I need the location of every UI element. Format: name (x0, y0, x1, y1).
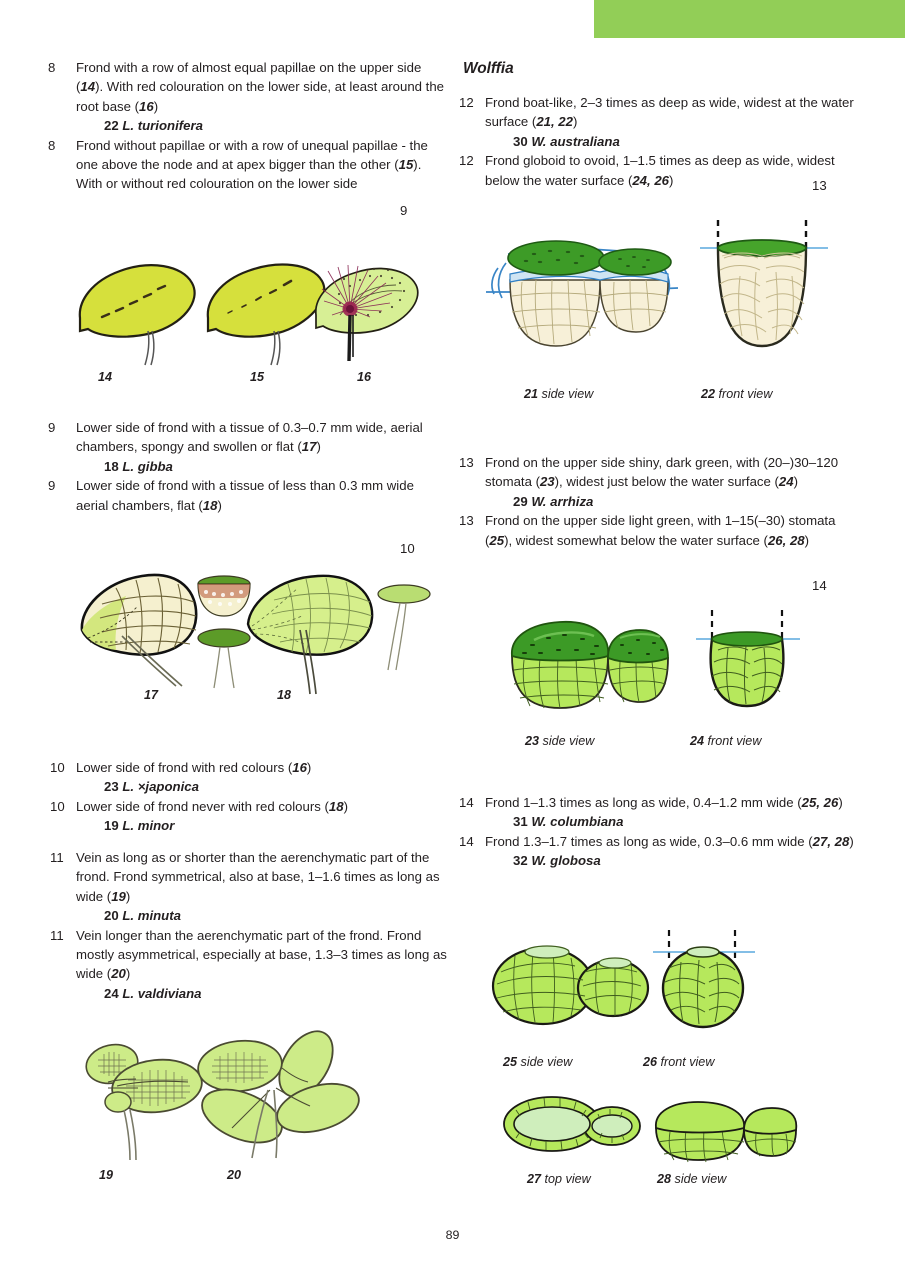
figure-group-17-18 (78, 566, 408, 696)
couplet-8-goto-number: 9 (400, 203, 408, 218)
species-number: 22 (104, 118, 119, 134)
species-name: W. australiana (531, 133, 620, 149)
figure-reference: 26, 28 (767, 532, 805, 548)
figure-reference: 14 (80, 79, 96, 95)
couplet-8 (48, 58, 448, 194)
genus-heading-wolffia: Wolffia (463, 60, 514, 77)
couplet-8-lead-a-text: Frond with a row of almost equal papillae on the upper side (14). With red colouration on the lower side, at least around the root base (16) (76, 60, 445, 114)
couplet-12-lead-a (457, 93, 857, 132)
couplet-14-lead-a (457, 793, 857, 812)
species-number: 29 (513, 493, 528, 509)
figure-caption-14 (98, 370, 112, 384)
couplet-12-lead-b-number: 12 (459, 153, 474, 169)
couplet-10-lead-b-text: Lower side of frond never with red colours (18) (76, 798, 348, 814)
couplet-12-goto-number: 13 (812, 178, 827, 193)
figure-24-front-view (696, 610, 800, 706)
couplet-13-lead-a-text: Frond on the upper side shiny, dark green, with (20–)30–120 stomata (23), widest just below the water surface (24) (485, 455, 839, 490)
couplet-11 (48, 848, 448, 1003)
couplet-13-lead-a-number: 13 (459, 455, 474, 470)
figure-reference: 15 (398, 157, 414, 173)
figure-17-cross-section (198, 576, 250, 616)
couplet-9-lead-a (48, 418, 448, 457)
couplet-8-lead-a-species (48, 116, 448, 135)
figure-26-front-view (653, 930, 755, 1027)
figure-caption-19 (99, 1168, 113, 1182)
couplet-10-lead-b-number: 10 (50, 798, 65, 814)
figure-group-23-24 (500, 608, 820, 728)
couplet-10-lead-a (48, 758, 448, 777)
figure-caption-16-number: 16 (357, 370, 372, 384)
figure-caption-18 (277, 688, 291, 702)
figure-caption-18-number: 18 (277, 688, 292, 702)
couplet-8-lead-a-number: 8 (48, 60, 56, 75)
species-name: W. globosa (531, 853, 601, 869)
figure-caption-17 (144, 688, 158, 702)
figure-21-22-illustration (478, 218, 848, 378)
figure-reference: 24, 26 (632, 172, 670, 188)
couplet-8-lead-b-text: Frond without papillae or with a row of unequal papillae - the one above the node and at apex bigger than the other (15). With or without red colouration on the lower side (76, 137, 428, 192)
couplet-12-lead-b (457, 151, 857, 190)
figure-14-15-16-illustration (72, 243, 412, 368)
figure-caption-26 (643, 1055, 714, 1069)
figure-reference: 17 (301, 439, 317, 455)
couplet-10-lead-b-species (48, 816, 448, 835)
species-name: W. columbiana (531, 814, 624, 830)
species-number: 23 (104, 779, 119, 795)
figure-caption-21 (524, 387, 593, 401)
couplet-12 (457, 93, 857, 190)
couplet-9-lead-b-number: 9 (48, 478, 56, 494)
figure-group-27-28 (500, 1088, 790, 1168)
figure-14-frond (80, 265, 195, 365)
figure-caption-24 (690, 734, 761, 748)
couplet-9-goto-number: 10 (400, 541, 415, 556)
figure-reference: 21, 22 (536, 114, 573, 130)
species-number: 20 (104, 908, 119, 924)
couplet-11-lead-a (48, 848, 448, 906)
couplet-13 (457, 453, 857, 550)
species-name: L. minor (122, 818, 175, 834)
figure-reference: 18 (202, 497, 218, 513)
couplet-14 (457, 793, 857, 871)
figure-17-small-frond (198, 629, 250, 688)
figure-caption-23-view: side view (542, 734, 595, 748)
figure-caption-22 (701, 387, 772, 401)
couplet-12-lead-b-text: Frond globoid to ovoid, 1–1.5 times as deep as wide, widest below the water surface (24, 26) (485, 153, 835, 188)
figure-caption-25-number: 25 (503, 1055, 518, 1069)
couplet-8-lead-b-number: 8 (48, 137, 56, 153)
figure-reference: 24 (778, 474, 794, 490)
figure-20-frond (194, 1022, 364, 1158)
figure-group-21-22 (478, 218, 848, 378)
couplet-14-lead-a-species (457, 812, 857, 831)
couplet-12-lead-a-text: Frond boat-like, 2–3 times as deep as wide, widest at the water surface (21, 22) (485, 95, 854, 130)
couplet-10-lead-a-text: Lower side of frond with red colours (16) (76, 760, 312, 775)
figure-reference: 16 (139, 98, 154, 114)
couplet-14-lead-b-species (457, 851, 857, 870)
figure-18-frond (248, 576, 430, 694)
figure-18-small-frond (378, 585, 430, 670)
figure-27-28-illustration (500, 1088, 790, 1168)
figure-caption-24-view: front view (707, 734, 762, 748)
figure-caption-21-number: 21 (524, 387, 539, 401)
species-number: 24 (104, 985, 119, 1001)
figure-reference: 19 (111, 888, 126, 904)
figure-reference: 23 (539, 474, 555, 490)
species-number: 30 (513, 133, 528, 149)
figure-19-20-illustration (62, 1024, 362, 1164)
couplet-10-lead-a-number: 10 (50, 760, 65, 775)
species-name: L. turionifera (122, 118, 203, 134)
couplet-9-lead-a-number: 9 (48, 420, 56, 435)
couplet-13-lead-a-species (457, 492, 857, 511)
couplet-14-lead-a-number: 14 (459, 795, 474, 810)
couplet-11-lead-b-number: 11 (50, 927, 64, 943)
header-color-band (594, 0, 905, 38)
figure-caption-22-number: 22 (701, 387, 716, 401)
figure-reference: 25, 26 (801, 795, 839, 810)
couplet-12-lead-a-species (457, 132, 857, 151)
species-number: 31 (513, 814, 528, 830)
couplet-14-lead-b-number: 14 (459, 833, 474, 849)
species-name: L. gibba (122, 458, 173, 474)
couplet-13-lead-b-number: 13 (459, 513, 474, 529)
figure-caption-26-view: front view (660, 1055, 715, 1069)
figure-caption-27 (527, 1172, 591, 1186)
couplet-9-lead-b-text: Lower side of frond with a tissue of less than 0.3 mm wide aerial chambers, flat (18) (76, 478, 414, 513)
figure-group-19-20 (62, 1024, 362, 1164)
couplet-14-lead-b (457, 832, 857, 851)
species-number: 32 (513, 853, 528, 869)
species-name: L. valdiviana (122, 985, 202, 1001)
figure-17-18-illustration (78, 566, 408, 696)
couplet-9-lead-a-text: Lower side of frond with a tissue of 0.3–0.7 mm wide, aerial chambers, spongy and swollen or flat (17) (76, 420, 423, 455)
couplet-13-goto-number: 14 (812, 578, 827, 593)
couplet-14-lead-a-text: Frond 1–1.3 times as long as wide, 0.4–1.2 mm wide (25, 26) (485, 795, 843, 810)
couplet-11-lead-b-text: Vein longer than the aerenchymatic part of the frond. Frond mostly asymmetrical, especially at base, 1.3–3 times as long as wide (20) (76, 927, 447, 982)
figure-caption-23-number: 23 (525, 734, 540, 748)
couplet-11-lead-b (48, 926, 448, 984)
couplet-13-lead-b (457, 511, 857, 550)
figure-23-24-illustration (500, 608, 820, 728)
figure-reference: 16 (292, 760, 307, 775)
couplet-10-lead-a-species (48, 777, 448, 796)
figure-caption-24-number: 24 (690, 734, 705, 748)
figure-group-14-16 (72, 243, 412, 368)
couplet-11-lead-b-species (48, 984, 448, 1003)
species-name: W. arrhiza (531, 493, 594, 509)
figure-caption-21-view: side view (541, 387, 594, 401)
figure-caption-26-number: 26 (643, 1055, 658, 1069)
figure-caption-15-number: 15 (250, 370, 265, 384)
couplet-11-lead-a-species (48, 906, 448, 925)
figure-caption-20 (227, 1168, 241, 1182)
figure-caption-27-number: 27 (527, 1172, 542, 1186)
figure-caption-23 (525, 734, 594, 748)
figure-28-side-view (656, 1102, 796, 1162)
couplet-14-lead-b-text: Frond 1.3–1.7 times as long as wide, 0.3–0.6 mm wide (27, 28) (485, 833, 854, 849)
couplet-8-lead-b (48, 136, 448, 194)
figure-caption-17-number: 17 (144, 688, 159, 702)
figure-caption-20-number: 20 (227, 1168, 242, 1182)
figure-caption-15 (250, 370, 264, 384)
couplet-12-lead-a-number: 12 (459, 95, 474, 110)
figure-25-26-illustration (485, 930, 775, 1040)
couplet-10-lead-b (48, 797, 448, 816)
figure-reference: 25 (489, 532, 505, 548)
couplet-11-lead-a-number: 11 (50, 850, 64, 865)
couplet-13-lead-a (457, 453, 857, 492)
figure-caption-19-number: 19 (99, 1168, 114, 1182)
couplet-9-lead-a-species (48, 457, 448, 476)
figure-reference: 18 (328, 798, 344, 814)
figure-reference: 27, 28 (812, 833, 850, 849)
figure-caption-22-view: front view (718, 387, 773, 401)
figure-21-side-view (486, 241, 678, 346)
couplet-13-lead-b-text: Frond on the upper side light green, with 1–15(–30) stomata (25), widest somewhat below the water surface (26, 28) (485, 513, 836, 548)
species-number: 18 (104, 458, 119, 474)
figure-caption-14-number: 14 (98, 370, 113, 384)
couplet-11-lead-a-text: Vein as long as or shorter than the aerenchymatic part of the frond. Frond symmetrical, also at base, 1–1.6 times as long as wide (19) (76, 850, 440, 904)
figure-27-top-view (504, 1097, 640, 1151)
figure-17-frond (82, 575, 250, 688)
figure-22-front-view (700, 220, 828, 346)
species-name: L. minuta (122, 908, 181, 924)
couplet-9-lead-b (48, 476, 448, 515)
figure-23-side-view (512, 622, 668, 708)
figure-caption-27-view: top view (544, 1172, 591, 1186)
page-number: 89 (445, 1228, 460, 1242)
figure-caption-28-number: 28 (657, 1172, 672, 1186)
figure-16-frond (316, 265, 418, 361)
species-name: L. ×japonica (122, 779, 199, 795)
couplet-8-lead-a (48, 58, 448, 116)
figure-caption-28 (657, 1172, 726, 1186)
figure-group-25-26 (485, 930, 775, 1040)
figure-caption-25 (503, 1055, 572, 1069)
figure-reference: 20 (111, 966, 126, 982)
figure-25-side-view (493, 946, 648, 1024)
couplet-10 (48, 758, 448, 836)
species-number: 19 (104, 818, 119, 834)
figure-caption-25-view: side view (520, 1055, 573, 1069)
figure-19-frond (83, 1040, 205, 1160)
figure-caption-16 (357, 370, 371, 384)
figure-caption-28-view: side view (674, 1172, 727, 1186)
figure-15-frond (208, 265, 324, 365)
couplet-9 (48, 418, 448, 515)
